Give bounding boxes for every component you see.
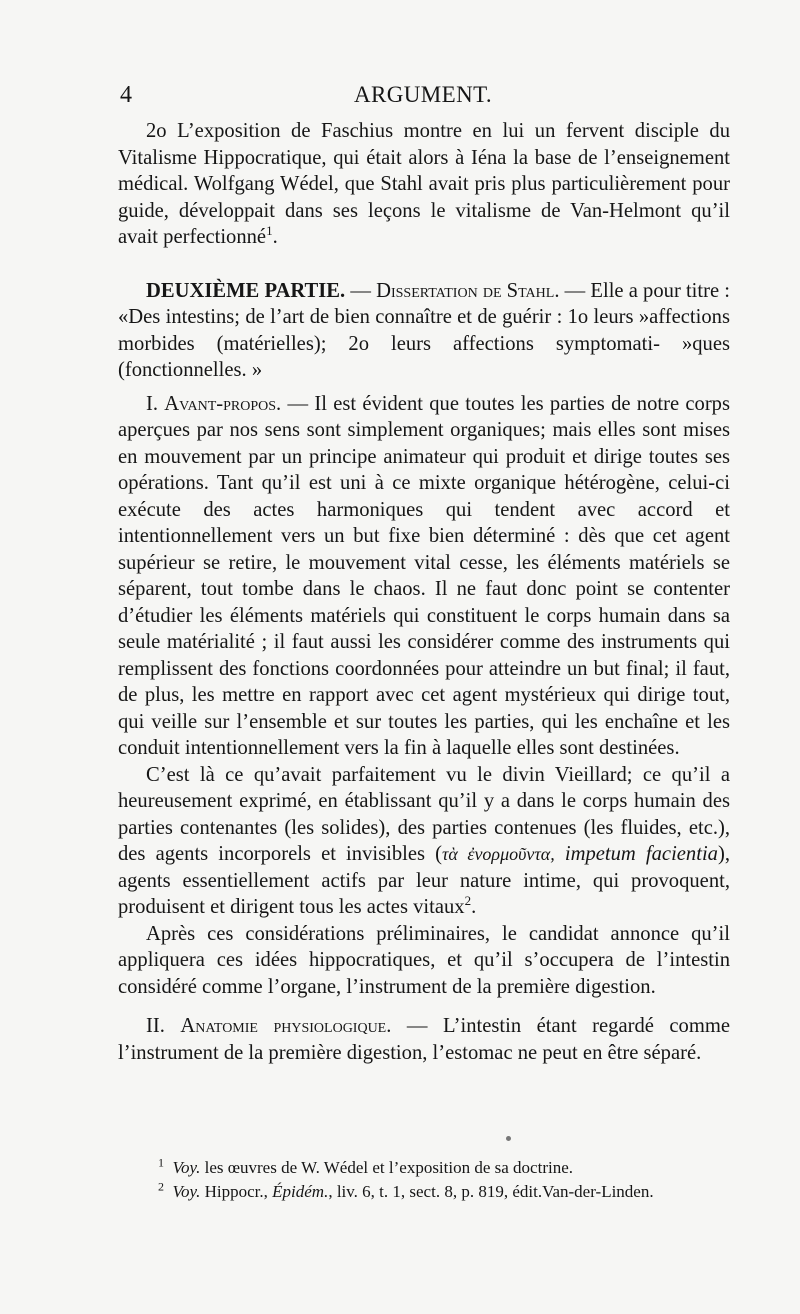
paragraph-text: — L’intestin étant regardé comme l’instrument de la première digestion, l’estomac ne peut en être séparé. bbox=[118, 1015, 730, 1064]
main-text bbox=[118, 118, 730, 1066]
footnote-text-continued: , liv. 6, t. 1, sect. 8, p. 819, édit.Van-der-Linden. bbox=[328, 1182, 654, 1201]
paragraph-faschius bbox=[118, 118, 730, 251]
footnote-text: Hippocr., bbox=[200, 1182, 273, 1201]
footnote-2 bbox=[158, 1180, 758, 1204]
paragraph-anatomie bbox=[118, 1013, 730, 1066]
footnote-mark: 1 bbox=[158, 1155, 164, 1170]
paragraph-end: . bbox=[471, 896, 477, 918]
section-number: I. bbox=[146, 392, 165, 415]
heading-dash: — bbox=[345, 279, 377, 302]
paragraph-vieillard bbox=[118, 762, 730, 921]
footnote-mark: 2 bbox=[158, 1179, 164, 1194]
running-title: ARGUMENT. bbox=[354, 82, 492, 107]
footnote-text: les œuvres de W. Wédel et l’exposition de sa doctrine. bbox=[200, 1158, 574, 1177]
paragraph-second-part bbox=[118, 278, 730, 384]
footnote-abbr: Voy. bbox=[172, 1182, 201, 1201]
latin-phrase: impetum facientia bbox=[554, 843, 718, 865]
paragraph-text: C’est là ce qu’avait parfaitement vu le divin Vieillard; ce qu’il a heureusement exprimé, en établissant qu’il y a dans le corps humain des parties contenantes (les solides), des parties contenues (les fluides, etc.), des agents incorporels et invisibles ( bbox=[118, 763, 730, 865]
dissertation-title: Dissertation de Stahl. bbox=[376, 279, 560, 302]
paragraph-text: — Il est évident que toutes les parties de notre corps aperçues par nos sens sont simplement organiques; mais elles sont mises en mouvement par un principe animateur qui produit et dirige toutes ses opérations. Tant qu’il est uni à ce mixte organique hétérogène, celui-ci exécute des actes harmoniques qui tendent avec accord et intentionnellement vers un but fixe bien déterminé : dès que cet agent supérieur se retire, le mouvement vital cesse, les éléments matériels se séparent, tout tombe dans le chaos. Il ne faut donc point se contenter d’étudier les éléments matériels qui constituent le corps humain dans sa seule matérialité ; il faut aussi les considérer comme des instruments qui remplissent des fonctions coordonnées pour atteindre un but final; il faut, de plus, les mettre en rapport avec cet agent mystérieux qui dirige tout, qui veille sur l’ensemble et sur toutes les parties, qui les enchaîne et les conduit intentionnellement vers la fin à laquelle elles sont destinées. bbox=[118, 392, 730, 759]
page-header bbox=[118, 82, 730, 112]
section-heading: DEUXIÈME PARTIE. bbox=[146, 279, 346, 302]
footnote-work-title: Épidém. bbox=[272, 1182, 329, 1201]
footnote-ref: 2 bbox=[464, 893, 472, 909]
footnote-abbr: Voy. bbox=[172, 1158, 201, 1177]
footnote-ref: 1 bbox=[266, 223, 273, 239]
footnote-1 bbox=[158, 1156, 758, 1180]
paragraph-text-continued: ), agents essentiellement actifs par leur nature intime, qui provoquent, produisent et dirigent tous les actes vitaux bbox=[118, 843, 730, 918]
footnotes bbox=[158, 1156, 758, 1204]
paragraph-text: Après ces considérations préliminaires, le candidat annonce qu’il appliquera ces idées hippocratiques, et qu’il s’occupera de l’intestin considéré comme l’organe, l’instrument de la première digestion. bbox=[118, 922, 730, 998]
paragraph-end: . bbox=[272, 226, 278, 248]
greek-phrase: τὰ ἐνορμοῦντα, bbox=[441, 844, 555, 864]
paragraph-text: 2o L’exposition de Faschius montre en lui un fervent disciple du Vitalisme Hippocratique, qui était alors à Iéna la base de l’enseignement médical. Wolfgang Wédel, que Stahl avait pris plus particulièrement pour guide, développait dans ses leçons le vitalisme de Van-Helmont qu’il avait perfectionné bbox=[118, 120, 730, 248]
subsection-heading: Anatomie physiologique. bbox=[180, 1015, 392, 1037]
subsection-heading: Avant-propos. bbox=[164, 392, 282, 415]
paragraph-avant-propos bbox=[118, 391, 730, 762]
section-number: II. bbox=[146, 1015, 181, 1037]
page-number: 4 bbox=[120, 82, 132, 108]
paragraph-text: — Elle a pour titre : «Des intestins; de l’art de bien connaître et de guérir : 1o leurs »affections morbides (matérielles); 2o leurs affections symptomati- »ques (fonctionnelles. » bbox=[118, 279, 731, 381]
ink-speck bbox=[506, 1136, 511, 1141]
paragraph-considerations bbox=[118, 921, 730, 1001]
